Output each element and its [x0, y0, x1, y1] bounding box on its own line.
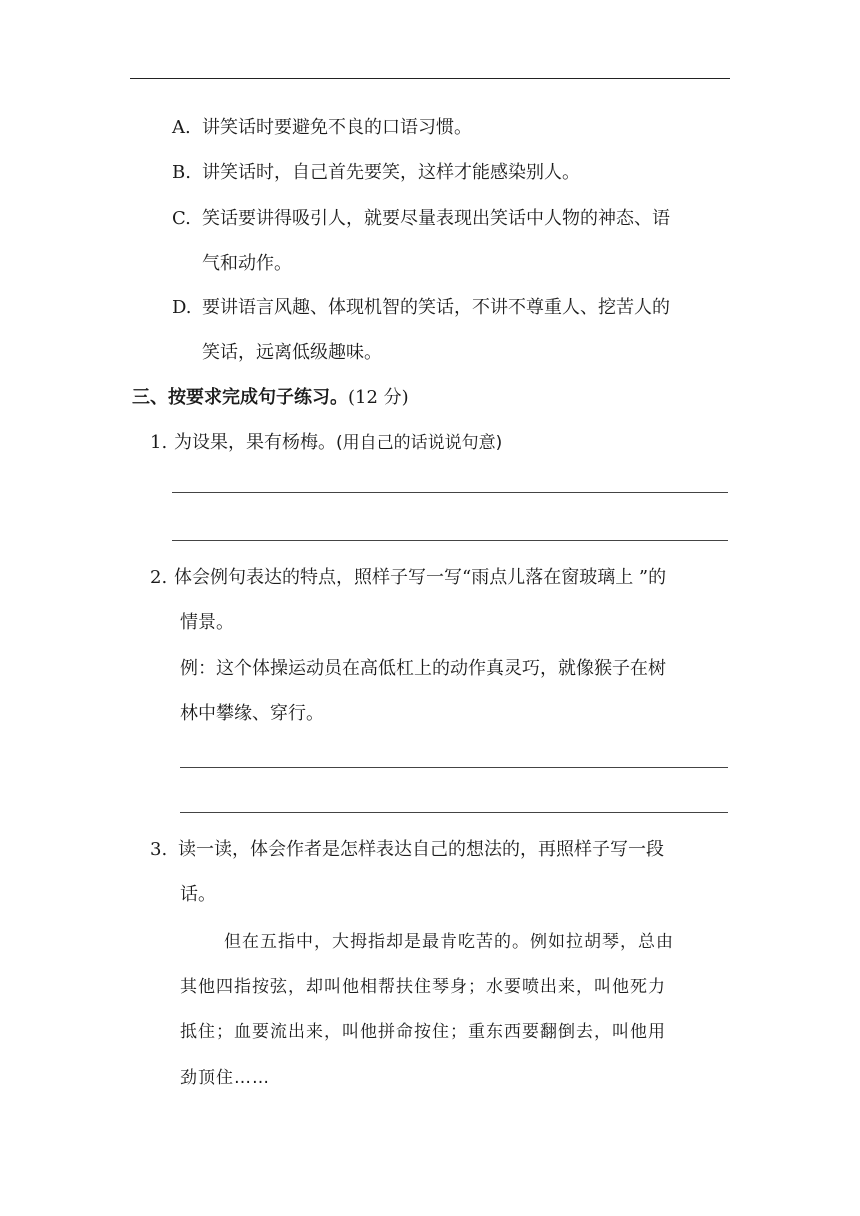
header-rule: [130, 78, 730, 79]
question-2-example-line2: 林中攀缘、穿行。: [180, 703, 324, 724]
question-3-text-line1: 读一读，体会作者是怎样表达自己的想法的，再照样子写一段: [178, 839, 664, 860]
question-2: [150, 566, 666, 590]
option-d-letter: D.: [172, 297, 192, 318]
question-2-number: 2.: [150, 567, 168, 588]
option-c: [172, 207, 670, 231]
question-2-text-line2: 情景。: [180, 612, 234, 633]
question-2-example-line1: 例：这个体操运动员在高低杠上的动作真灵巧，就像猴子在树: [180, 658, 666, 679]
question-3: [150, 838, 664, 862]
option-a-text: 讲笑话时要避免不良的口语习惯。: [202, 117, 472, 138]
section-3-score: (12 分): [348, 387, 409, 408]
passage-line-4: 劲顶住……: [180, 1068, 270, 1088]
option-b-letter: B.: [172, 162, 191, 183]
option-c-text-line2: 气和动作。: [202, 253, 292, 274]
question-1-text: 为设果，果有杨梅。: [174, 432, 336, 453]
section-3-heading: [132, 386, 409, 410]
passage-line-3: 抵住；血要流出来，叫他拼命按住；重东西要翻倒去，叫他用: [180, 1022, 666, 1042]
question-1: [150, 431, 502, 455]
passage-line-2: 其他四指按弦，却叫他相帮扶住琴身；水要喷出来，叫他死力: [180, 977, 666, 997]
option-d: [172, 296, 670, 320]
option-c-text-line1: 笑话要讲得吸引人，就要尽量表现出笑话中人物的神态、语: [202, 208, 670, 229]
q2-answer-line-1[interactable]: [180, 767, 728, 768]
option-c-letter: C.: [172, 208, 191, 229]
q1-answer-line-2[interactable]: [172, 540, 728, 541]
question-1-note: (用自己的话说说句意): [336, 433, 503, 453]
option-d-text-line1: 要讲语言风趣、体现机智的笑话，不讲不尊重人、挖苦人的: [202, 297, 670, 318]
question-3-text-line2: 话。: [180, 884, 216, 905]
option-b-text: 讲笑话时，自己首先要笑，这样才能感染别人。: [202, 162, 580, 183]
option-a-letter: A.: [172, 117, 191, 138]
question-3-number: 3.: [150, 839, 168, 860]
section-3-title: 三、按要求完成句子练习。: [132, 387, 348, 408]
option-b: [172, 161, 580, 185]
passage-line-1: 但在五指中，大拇指却是最肯吃苦的。例如拉胡琴，总由: [224, 932, 674, 952]
question-1-number: 1.: [150, 432, 168, 453]
question-2-text-line1: 体会例句表达的特点，照样子写一写“雨点儿落在窗玻璃上 ”的: [174, 567, 667, 588]
option-d-text-line2: 笑话，远离低级趣味。: [202, 342, 382, 363]
q1-answer-line-1[interactable]: [172, 492, 728, 493]
q2-answer-line-2[interactable]: [180, 812, 728, 813]
option-a: [172, 116, 472, 140]
